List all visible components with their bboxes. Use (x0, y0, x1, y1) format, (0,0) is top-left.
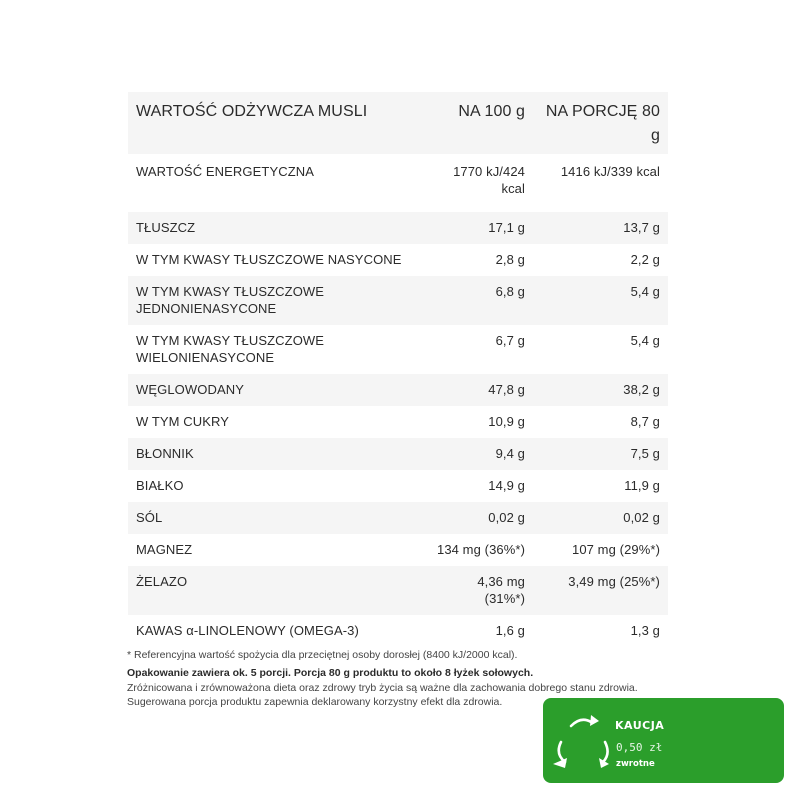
value-per-portion: 13,7 g (533, 212, 668, 244)
nutrient-name: WĘGLOWODANY (128, 374, 428, 406)
value-per-100g: 6,7 g (495, 333, 525, 348)
nutrient-name: W TYM KWASY TŁUSZCZOWE NASYCONE (136, 252, 402, 267)
nutrient-name: KAWAS α-LINOLENOWY (OMEGA-3) (136, 623, 359, 638)
nutrient-name: BIAŁKO (136, 478, 184, 493)
table-row (128, 566, 668, 615)
header-per-portion: NA PORCJĘ 80 g (533, 92, 668, 154)
nutrient-name: SÓL (128, 502, 428, 534)
nutrient-name: BŁONNIK (128, 438, 428, 470)
value-per-100g: 6,8 g (428, 276, 533, 325)
header-name: WARTOŚĆ ODŻYWCZA MUSLI (128, 92, 428, 154)
table-row (128, 374, 668, 406)
table-row (128, 244, 668, 276)
table-row (128, 534, 668, 566)
nutrient-name: ŻELAZO (128, 566, 428, 615)
nutrient-name: TŁUSZCZ (128, 212, 428, 244)
table-row (128, 276, 668, 325)
value-per-portion: 0,02 g (533, 502, 668, 534)
value-per-100g: 0,02 g (428, 502, 533, 534)
table-row (128, 154, 668, 212)
deposit-badge (543, 698, 784, 783)
value-per-portion: 5,4 g (630, 333, 660, 348)
nutrient-name: MAGNEZ (136, 542, 193, 557)
deposit-amount: 0,50 zł (616, 741, 663, 754)
table-body (128, 154, 668, 647)
nutrient-name: W TYM KWASY TŁUSZCZOWE WIELONIENASYCONE (136, 333, 325, 365)
deposit-title: KAUCJA (615, 719, 665, 732)
value-per-100g: 47,8 g (428, 374, 533, 406)
table-row (128, 615, 668, 647)
value-per-100g: 2,8 g (495, 252, 525, 267)
value-per-portion: 1,3 g (630, 623, 660, 638)
package-note: Opakowanie zawiera ok. 5 porcji. Porcja 80 g produktu to około 8 łyżek sołowych. (127, 667, 534, 680)
value-per-portion: 3,49 mg (25%*) (533, 566, 668, 615)
nutrient-name: W TYM CUKRY (136, 414, 230, 429)
table-row (128, 502, 668, 534)
value-per-portion: 1416 kJ/339 kcal (560, 164, 660, 179)
value-per-portion: 38,2 g (533, 374, 668, 406)
table-row (128, 406, 668, 438)
diet-note: Zróżnicowana i zrównoważona dieta oraz zdrowy tryb życia są ważne dla zachowania dobrego stanu zdrowia. (127, 681, 638, 694)
reference-note: * Referencyjna wartość spożycia dla przeciętnej osoby dorosłej (8400 kJ/2000 kcal). (127, 649, 518, 661)
value-per-100g: 134 mg (36%*) (436, 542, 525, 557)
header-per-100g: NA 100 g (428, 92, 533, 154)
nutrition-table (128, 92, 668, 647)
value-per-100g: 4,36 mg (31%*) (428, 566, 533, 615)
value-per-100g: 17,1 g (428, 212, 533, 244)
deposit-note: zwrotne (616, 759, 655, 769)
nutrient-name: WARTOŚĆ ENERGETYCZNA (136, 164, 315, 179)
value-per-portion: 7,5 g (533, 438, 668, 470)
value-per-100g: 1770 kJ/424 kcal (453, 164, 525, 196)
table-row (128, 212, 668, 244)
table-header-row (128, 92, 668, 154)
table-row (128, 438, 668, 470)
value-per-portion: 8,7 g (630, 414, 660, 429)
value-per-100g: 9,4 g (428, 438, 533, 470)
value-per-100g: 1,6 g (495, 623, 525, 638)
nutrient-name: W TYM KWASY TŁUSZCZOWE JEDNONIENASYCONE (128, 276, 428, 325)
portion-note: Sugerowana porcja produktu zapewnia deklarowany korzystny efekt dla zdrowia. (127, 695, 503, 708)
value-per-portion: 2,2 g (630, 252, 660, 267)
value-per-portion: 11,9 g (624, 478, 660, 493)
value-per-portion: 107 mg (29%*) (571, 542, 660, 557)
value-per-portion: 5,4 g (533, 276, 668, 325)
recycle-icon (549, 702, 615, 780)
table-row (128, 325, 668, 374)
value-per-100g: 14,9 g (488, 478, 525, 493)
value-per-100g: 10,9 g (488, 414, 525, 429)
table-row (128, 470, 668, 502)
